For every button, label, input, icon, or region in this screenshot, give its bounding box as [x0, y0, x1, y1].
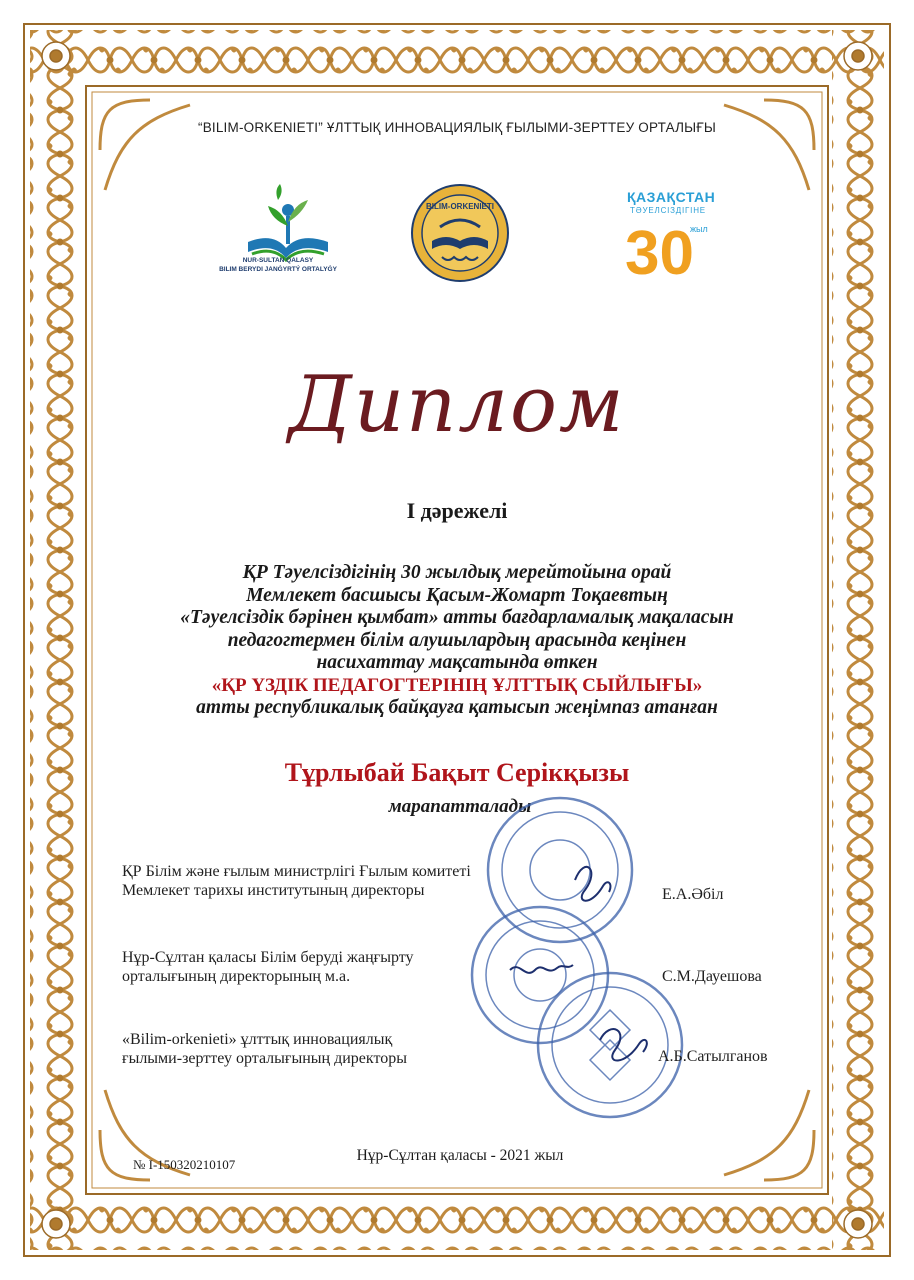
contest-after: атты республикалық байқауға қатысып жеңімпаз атанған [196, 697, 718, 718]
diploma-degree: I дәрежелі [406, 498, 508, 523]
logo-right-number: 30 [625, 219, 694, 280]
signature-3-title-line2: ғылыми-зерттеу орталығының директоры [122, 1050, 407, 1067]
diploma-body [110, 562, 804, 720]
signature-1-title-line2: Мемлекет тарихы институтының директоры [122, 882, 425, 899]
body-line-4: педагогтермен білім алушылардың арасында кеңінен [227, 629, 687, 651]
signature-3-title-line1: «Bilim-orkenieti» ұлттық инновациялық [122, 1031, 393, 1048]
logo-right-year-word: жыл [690, 224, 708, 234]
signature-2-name: С.М.Дауешова [662, 968, 762, 985]
logo-left-caption-line1: NUR-SULTAN QALASY [242, 257, 314, 264]
logo-right-subtitle: ТӘУЕЛСІЗДІГІНЕ [630, 206, 706, 215]
book-emblem-icon [410, 183, 510, 283]
diploma-title: Диплом [288, 360, 626, 450]
logo-right-country: ҚАЗАҚСТАН [627, 189, 716, 205]
body-line-2: Мемлекет басшысы Қасым-Жомарт Тоқаевтың [246, 584, 668, 606]
signature-2-title-line1: Нұр-Сұлтан қаласы Білім беруді жаңғырту [122, 949, 414, 966]
signature-2-title [122, 948, 542, 986]
body-line-3: «Тәуелсіздік бәрінен қымбат» атты бағдарламалық мақаласын [180, 607, 734, 628]
certificate-number: № I-150320210107 [133, 1157, 236, 1172]
signature-1-title [122, 862, 542, 900]
body-line-1: ҚР Тәуелсіздігінің 30 жылдық мерейтойына орай [242, 562, 672, 583]
signature-3-title [122, 1030, 542, 1068]
signature-1-name: Е.А.Әбіл [662, 886, 724, 903]
logo-left-caption [208, 256, 348, 274]
signature-3-name: А.Б.Сатылганов [658, 1048, 768, 1065]
organization-header: “BILIM-ORKENIETI” ҰЛТТЫҚ ИННОВАЦИЯЛЫҚ ҒЫЛЫМИ-ЗЕРТТЕУ ОРТАЛЫҒЫ [198, 120, 716, 135]
recipient-name: Тұрлыбай Бақыт Серікқызы [284, 758, 630, 787]
logo-left-caption-line2: BILIM BERYDI JANǴYRTÝ ORTALYǴY [219, 266, 337, 273]
logo-center-text: BILIM-ORKENIETI [426, 202, 494, 211]
contest-name: «ҚР ҮЗДІК ПЕДАГОГТЕРІНІҢ ҰЛТТЫҚ СЫЙЛЫҒЫ» [211, 674, 703, 696]
signature-2-title-line2: орталығының директорының м.а. [122, 968, 351, 985]
award-verb: марапатталады [388, 796, 532, 817]
city-year: Нұр-Сұлтан қаласы - 2021 жыл [356, 1147, 564, 1164]
body-line-5: насихаттау мақсатында өткен [316, 652, 598, 673]
signature-1-title-line1: ҚР Білім және ғылым министрлігі Ғылым комитеті [122, 863, 471, 880]
